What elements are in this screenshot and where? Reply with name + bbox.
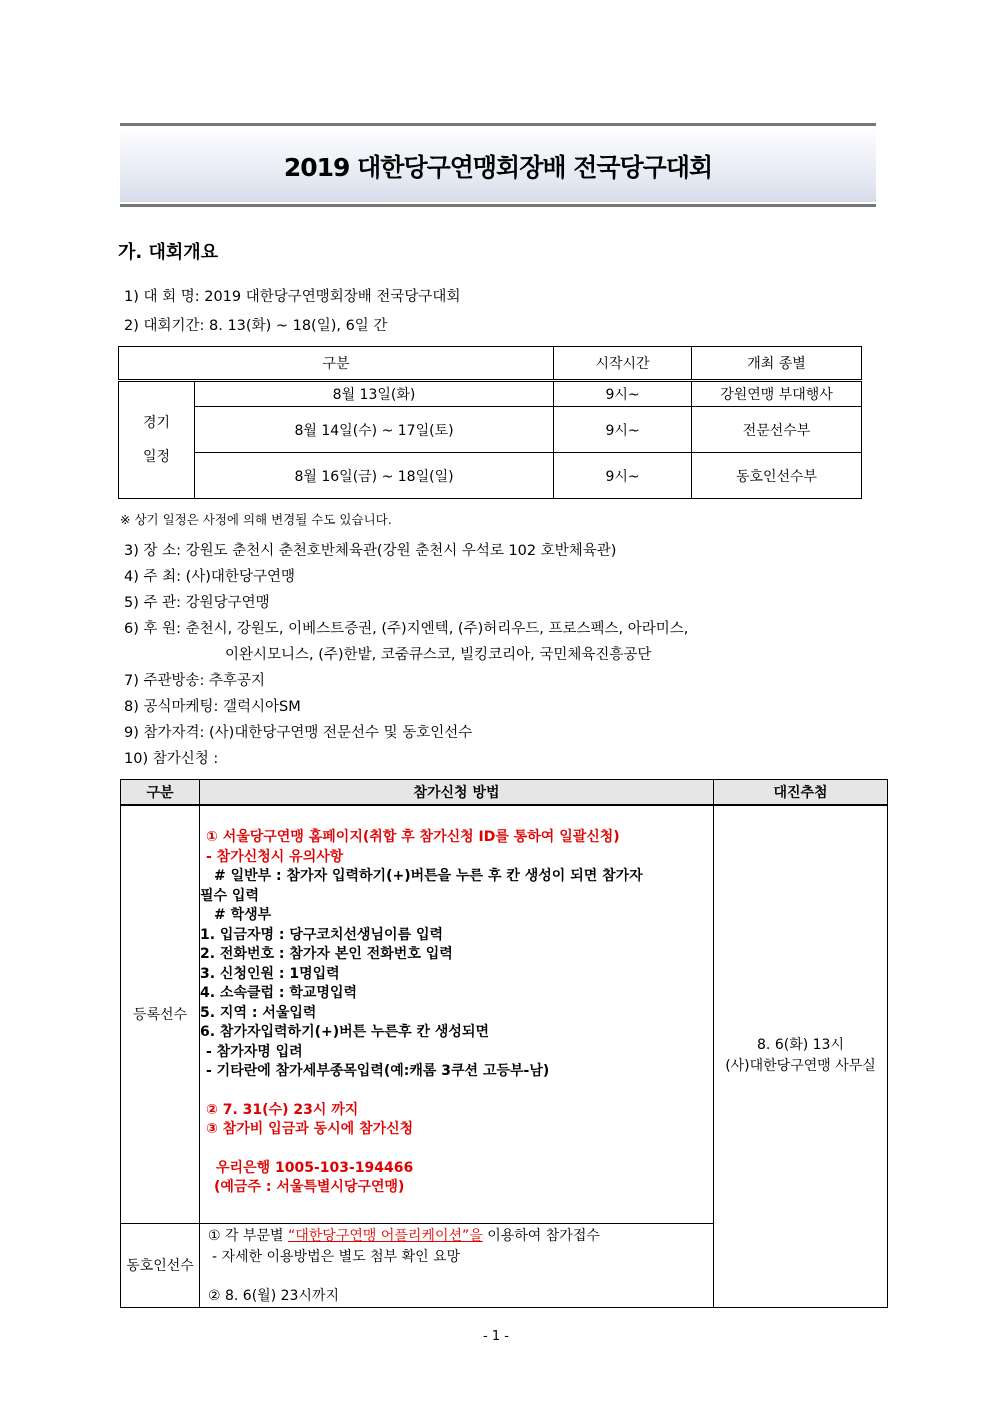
group-label-line: 경기 xyxy=(142,415,171,431)
method-line: 필수 입력 xyxy=(200,887,259,904)
schedule-event: 동호인선수부 xyxy=(692,453,862,499)
schedule-group-label xyxy=(119,381,195,499)
schedule-time: 9시~ xyxy=(554,453,692,499)
item-broadcast: 7) 주관방송: 추후공지 xyxy=(124,673,266,689)
method-line: # 학생부 xyxy=(214,907,272,923)
schedule-table xyxy=(118,346,862,499)
draw-place: (사)대한당구연맹 사무실 xyxy=(725,1058,876,1075)
method-line: ③ 참가비 입금과 동시에 참가신청 xyxy=(206,1121,414,1137)
method-line: 6. 참가자입력하기(+)버튼 누른후 칸 생성되면 xyxy=(200,1024,489,1040)
apply-header-category: 구분 xyxy=(121,780,200,806)
title-banner xyxy=(120,123,876,207)
schedule-note: ※ 상기 일정은 사정에 의해 변경될 수도 있습니다. xyxy=(120,512,392,527)
item-sponsor-cont: 이완시모니스, (주)한밭, 코줌큐스코, 빌킹코리아, 국민체육진흥공단 xyxy=(225,647,652,663)
schedule-event: 강원연맹 부대행사 xyxy=(692,381,862,407)
schedule-date: 8월 14일(수) ~ 17일(토) xyxy=(195,407,554,453)
apply-header-draw: 대진추첨 xyxy=(714,780,888,806)
method-line: - 자세한 이용방법은 별도 첨부 확인 요망 xyxy=(212,1248,461,1265)
method-line: 4. 소속클럽 : 학교명입력 xyxy=(200,985,357,1001)
method-line: - 기타란에 참가세부종목입력(예:캐롬 3쿠션 고등부-남) xyxy=(206,1063,550,1079)
method-line: ② 8. 6(월) 23시까지 xyxy=(208,1287,340,1304)
schedule-event: 전문선수부 xyxy=(692,407,862,453)
item-venue: 3) 장 소: 강원도 춘천시 춘천호반체육관(강원 춘천시 우석로 102 호반체육관) xyxy=(124,543,617,559)
method-line: # 일반부 : 참가자 입력하기(+)버튼을 누른 후 칸 생성이 되면 참가자 xyxy=(214,868,643,884)
amateur-label: 동호인선수 xyxy=(121,1223,200,1307)
method-line: ① 서울당구연맹 홈페이지(취합 후 참가신청 ID를 통하여 일괄신청) xyxy=(206,829,620,845)
application-table xyxy=(120,779,888,1308)
account-holder: (예금주 : 서울특별시당구연맹) xyxy=(214,1179,405,1195)
schedule-date: 8월 16일(금) ~ 18일(일) xyxy=(195,453,554,499)
schedule-time: 9시~ xyxy=(554,381,692,407)
schedule-header-category: 구분 xyxy=(119,347,554,381)
section-heading: 가. 대회개요 xyxy=(118,242,219,263)
apply-header-method: 참가신청 방법 xyxy=(200,780,714,806)
registered-method xyxy=(200,805,714,1223)
table-row xyxy=(119,407,862,453)
item-organizer: 5) 주 관: 강원당구연맹 xyxy=(124,595,270,611)
method-line: 3. 신청인원 : 1명입력 xyxy=(200,965,340,982)
method-line: - 참가신청시 유의사항 xyxy=(206,848,344,865)
schedule-header-event: 개최 종별 xyxy=(692,347,862,381)
registered-label: 등록선수 xyxy=(121,805,200,1223)
group-label-line: 일정 xyxy=(142,449,171,465)
method-text: ① 각 부문별 xyxy=(208,1227,288,1244)
method-line: ② 7. 31(수) 23시 까지 xyxy=(206,1101,359,1118)
method-text: 이용하여 참가접수 xyxy=(482,1227,600,1244)
item-period: 2) 대회기간: 8. 13(화) ~ 18(일), 6일 간 xyxy=(124,318,388,334)
app-name-link: “대한당구연맹 어플리케이션”을 xyxy=(288,1227,483,1244)
item-host: 4) 주 최: (사)대한당구연맹 xyxy=(124,569,295,585)
document-title: 2019 대한당구연맹회장배 전국당구대회 xyxy=(283,153,713,182)
page-number: - 1 - xyxy=(483,1329,509,1344)
amateur-method xyxy=(200,1223,714,1307)
method-line xyxy=(208,1226,713,1247)
schedule-time: 9시~ xyxy=(554,407,692,453)
bank-account: 우리은행 1005-103-194466 xyxy=(216,1159,414,1176)
method-line: 2. 전화번호 : 참가자 본인 전화번호 입력 xyxy=(200,946,453,962)
table-row xyxy=(119,453,862,499)
method-line: 5. 지역 : 서울입력 xyxy=(200,1004,317,1021)
schedule-date: 8월 13일(화) xyxy=(195,381,554,407)
item-application: 10) 참가신청 : xyxy=(124,751,219,767)
item-marketing: 8) 공식마케팅: 갤럭시아SM xyxy=(124,699,301,715)
draw-info xyxy=(714,805,888,1307)
item-name: 1) 대 회 명: 2019 대한당구연맹회장배 전국당구대회 xyxy=(124,289,461,305)
method-line: 1. 입금자명 : 당구코치선생님이름 입력 xyxy=(200,926,444,943)
table-row xyxy=(121,805,888,1223)
draw-time: 8. 6(화) 13시 xyxy=(757,1037,844,1054)
item-sponsor: 6) 후 원: 춘천시, 강원도, 이베스트증권, (주)지엔텍, (주)허리우드, 프로스펙스, 아라미스, xyxy=(124,621,689,637)
table-row xyxy=(119,381,862,407)
item-eligibility: 9) 참가자격: (사)대한당구연맹 전문선수 및 동호인선수 xyxy=(124,725,473,741)
schedule-header-time: 시작시간 xyxy=(554,347,692,381)
method-line: - 참가자명 입려 xyxy=(206,1043,303,1060)
